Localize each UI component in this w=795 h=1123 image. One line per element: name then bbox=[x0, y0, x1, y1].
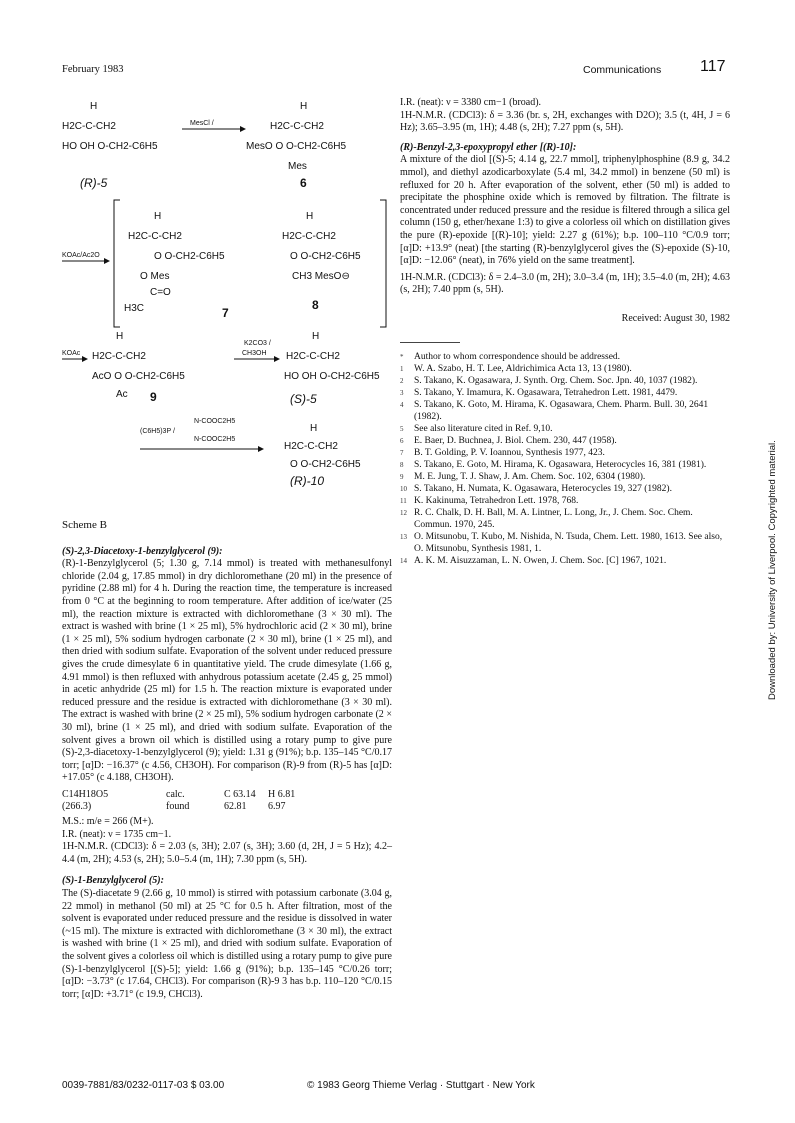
reference-item: 14 A. K. M. Aisuzzaman, L. N. Owen, J. Chem. Soc. [C] 1967, 1021. bbox=[400, 555, 667, 566]
calc-h: H 6.81 bbox=[268, 788, 296, 800]
compound-label-r5: (R)-5 bbox=[80, 176, 108, 190]
reagent-label: N-COOC2H5 bbox=[194, 418, 236, 425]
compound-label-6: 6 bbox=[300, 176, 307, 190]
scheme-text: O O-CH2-C6H5 bbox=[290, 459, 361, 470]
reference-item: 8 S. Takano, E. Goto, M. Hirama, K. Ogasawara, Heterocycles 16, 381 (1981). bbox=[400, 459, 707, 470]
scheme-text: HO OH O-CH2-C6H5 bbox=[62, 141, 158, 152]
reference-item: * Author to whom correspondence should be addressed. bbox=[400, 351, 621, 362]
scheme-text: AcO O O-CH2-C6H5 bbox=[92, 371, 185, 382]
scheme-text: H bbox=[116, 331, 124, 342]
reagent-label: CH3OH bbox=[242, 350, 267, 357]
compound-label-7: 7 bbox=[222, 306, 229, 320]
procedure-paragraph: The (S)-diacetate 9 (2.66 g, 10 mmol) is stirred with potassium carbonate (3.04 g, 22 mmol) in methanol (50 ml) at 25 °C for 0.5 h. After filtration, most of the solvent is evaporated under reduced pressure and the residue is dissolved in water (~15 ml). The mixture is extracted with dichloromethane (3 × 30 ml), the extract is washed with brine (1 × 25 ml), and dried with sodium sulfate. Evaporation of the solvent gives a colorless oil which is distilled using a rotary pump to give pure (S)-1-benzylglycerol [(S)-5]; yield: 1.66 g (91%); b.p. 135–145 °C/0.26 torr; [α]D: −3.73° (c 17.64, CHCl3). For comparison (R)-9 3 has b.p. 110–120 °C/0.15 torr; [α]D: +3.71° (c 19.9, CHCl3). bbox=[62, 888, 392, 1000]
calc-c: C 63.14 bbox=[224, 788, 256, 800]
copyright: © 1983 Georg Thieme Verlag · Stuttgart · New York bbox=[307, 1080, 535, 1091]
page-number: 117 bbox=[700, 58, 726, 75]
section-heading: (S)-1-Benzylglycerol (5): bbox=[62, 875, 164, 887]
scheme-text: MesO O O-CH2-C6H5 bbox=[246, 141, 347, 152]
received-date: Received: August 30, 1982 bbox=[621, 312, 730, 324]
scheme-text: H2C-C-CH2 bbox=[62, 121, 116, 132]
ir-data: I.R. (neat): ν = 3380 cm−1 (broad). bbox=[400, 97, 542, 108]
scheme-text: H bbox=[90, 101, 98, 112]
scheme-text: H bbox=[312, 331, 320, 342]
found-c: 62.81 bbox=[224, 801, 247, 813]
mass-spec: M.S.: m/e = 266 (M+). bbox=[62, 816, 154, 828]
reference-item: 6 E. Baer, D. Buchnea, J. Biol. Chem. 230, 447 (1958). bbox=[400, 435, 617, 446]
nmr-data: 1H-N.M.R. (CDCl3): δ = 3.36 (br. s, 2H, exchanges with D2O); 3.5 (t, 4H, J = 6 Hz); 3.65–3.95 (m, 1H); 4.48 (s, 2H); 7.27 ppm (s, 5H). bbox=[400, 109, 730, 134]
found-label: found bbox=[166, 801, 190, 813]
reference-item: 9 M. E. Jung, T. J. Shaw, J. Am. Chem. Soc. 102, 6304 (1980). bbox=[400, 471, 646, 482]
scheme-text: H2C-C-CH2 bbox=[128, 231, 182, 242]
reagent-label: (C6H5)3P / bbox=[140, 428, 175, 435]
reagent-label: N-COOC2H5 bbox=[194, 436, 236, 443]
scheme-text: H2C-C-CH2 bbox=[286, 351, 340, 362]
section-heading: (R)-Benzyl-2,3-epoxypropyl ether [(R)-10]: bbox=[400, 141, 577, 153]
nmr-data: 1H-N.M.R. (CDCl3): δ = 2.03 (s, 3H); 2.07 (s, 3H); 3.60 (d, 2H, J = 5 Hz); 4.2–4.4 (m, 2H); 4.53 (s, 2H); 5.0–5.4 (m, 1H); 7.30 ppm (s, 5H). bbox=[62, 841, 392, 865]
reaction-scheme bbox=[62, 95, 392, 487]
reference-item: 5 See also literature cited in Ref. 9,10. bbox=[400, 423, 553, 434]
reference-list bbox=[400, 351, 730, 567]
scheme-text: H bbox=[300, 101, 308, 112]
molecular-weight: (266.3) bbox=[62, 801, 92, 813]
reference-item: 10 S. Takano, H. Numata, K. Ogasawara, Heterocycles 19, 327 (1982). bbox=[400, 483, 672, 494]
procedure-paragraph: (R)-1-Benzylglycerol (5; 1.30 g, 7.14 mmol) is treated with methanesulfonyl chloride (2.04 g, 17.85 mmol) in dry dichloromethane (20 ml) in the presence of pyridine (2.88 ml) for 4 h. During the reaction time, the temperature is increased from 0 °C at the beginning to room temperature. After addition of ice/water (25 ml), the reaction mixture is extracted with dichloromethane (3 × 30 ml). The extract is washed with brine (1 × 25 ml), 5% hydrochloric acid (2 × 30 ml), brine (1 × 25 ml), 5% sodium hydrogen carbonate (2 × 30 ml), brine (1 × 25 ml), and then dried with sodium sulfate. Evaporation of the solvent under reduced pressure gives the crude dimesylate 6 in quantitative yield. The crude dimesylate (1.66 g, 4.91 mmol) is then refluxed with anhydrous potassium acetate (2.45 g, 25 mmol) in acetic anhydride (25 ml) for 1.5 h. The reaction mixture is evaporated under reduced pressure and the residue is extracted with dichloromethane (3 × 30 ml). The extract is washed with brine (2 × 25 ml), 5% sodium hydrogen carbonate (2 × 30 ml), brine (1 × 25 ml), and dried with sodium sulfate. Evaporation of the solvent gives a brown oil which is distilled using a rotary pump to give pure (S)-2,3-diacetoxy-1-benzylglycerol (9); yield: 1.31 g (91%); b.p. 135–145 °C/0.17 torr; [α]D: −16.37° (c 4.56, CH3OH). For comparison (R)-9 from (R)-5 has [α]D: +17.05° (c 4.188, CH3OH). bbox=[62, 558, 392, 784]
scheme-text: CH3 MesO⊖ bbox=[292, 271, 350, 282]
scheme-text: H bbox=[154, 211, 162, 222]
reference-item: 11 K. Kakinuma, Tetrahedron Lett. 1978, 768. bbox=[400, 495, 579, 506]
issn-code: 0039-7881/83/0232-0117-03 $ 03.00 bbox=[62, 1080, 225, 1091]
reference-item: 2 S. Takano, K. Ogasawara, J. Synth. Org. Chem. Soc. Jpn. 40, 1037 (1982). bbox=[400, 375, 698, 386]
scheme-text: H3C bbox=[124, 303, 145, 314]
reagent-label: MesCl / bbox=[190, 120, 214, 127]
reference-item: 7 B. T. Golding, P. V. Ioannou, Synthesis 1977, 423. bbox=[400, 447, 605, 458]
calc-label: calc. bbox=[166, 788, 185, 800]
reference-item: 3 S. Takano, Y. Imamura, K. Ogasawara, Tetrahedron Lett. 1981, 4479. bbox=[400, 387, 678, 398]
found-h: 6.97 bbox=[268, 801, 286, 813]
reagent-label: K2CO3 / bbox=[244, 340, 271, 347]
compound-label-r10: (R)-10 bbox=[290, 474, 325, 487]
scheme-text: Ac bbox=[116, 389, 128, 400]
scheme-caption: Scheme B bbox=[62, 519, 107, 531]
procedure-paragraph: A mixture of the diol [(S)-5; 4.14 g, 22.7 mmol], triphenylphosphine (8.9 g, 34.2 mmol), and diethyl azodicarboxylate (5.4 ml, 34.2 mmol) in benzene (50 ml) is refluxed for 20 h. After evaporation of the solvent, ether (50 ml) is added to precipitate the phosphine oxide which is removed by filtration. The filtrate is concentrated under reduced pressure and the residue is filtered through a silica gel column (150 g, ether/hexane 1:3) to give a colorless oil which on distillation gives the pure (R)-epoxide [(R)-10]; yield: 2.27 g (61%); b.p. 100–110 °C/0.9 torr; [α]D: +13.9° (neat) [the starting (R)-benzylglycerol gives the (S)-epoxide (S)-10, [α]D: −12.06° (neat), in 76% yield on the same treatment]. bbox=[400, 154, 730, 267]
section-heading: (S)-2,3-Diacetoxy-1-benzylglycerol (9): bbox=[62, 545, 223, 557]
scheme-text: O O-CH2-C6H5 bbox=[154, 251, 225, 262]
ir-data: I.R. (neat): ν = 1735 cm−1. bbox=[62, 828, 172, 840]
running-date: February 1983 bbox=[62, 64, 124, 75]
elemental-analysis bbox=[62, 789, 392, 814]
reagent-label: KOAc bbox=[62, 350, 81, 357]
scheme-text: C=O bbox=[150, 287, 171, 298]
reference-item: 13 O. Mitsunobu, T. Kubo, M. Nishida, N. Tsuda, Chem. Lett. 1980, 1613. See also, O. Mitsunobu, Synthesis 1981, 1. bbox=[400, 531, 723, 554]
scheme-text: H bbox=[306, 211, 314, 222]
nmr-data: 1H-N.M.R. (CDCl3): δ = 2.4–3.0 (m, 2H); 3.0–3.4 (m, 1H); 3.5–4.0 (m, 2H); 4.63 (s, 2H); 7.40 ppm (s, 5H). bbox=[400, 271, 730, 296]
compound-label-8: 8 bbox=[312, 298, 319, 312]
compound-label-s5: (S)-5 bbox=[290, 392, 317, 406]
section-title: Communications bbox=[583, 64, 662, 76]
reference-item: 4 S. Takano, K. Goto, M. Hirama, K. Ogasawara, Chem. Pharm. Bull. 30, 2641 (1982). bbox=[400, 399, 709, 422]
reference-item: 12 R. C. Chalk, D. H. Ball, M. A. Lintner, L. Long, Jr., J. Chem. Soc. Chem. Commun. 1970, 245. bbox=[400, 507, 693, 530]
formula: C14H18O5 bbox=[62, 788, 109, 800]
scheme-text: O Mes bbox=[140, 271, 170, 282]
reference-item: 1 W. A. Szabo, H. T. Lee, Aldrichimica Acta 13, 13 (1980). bbox=[400, 363, 632, 374]
scheme-text: H2C-C-CH2 bbox=[284, 441, 338, 452]
scheme-text: H bbox=[310, 423, 318, 434]
scheme-text: O O-CH2-C6H5 bbox=[290, 251, 361, 262]
divider bbox=[400, 342, 460, 343]
compound-label-9: 9 bbox=[150, 390, 157, 404]
scheme-text: HO OH O-CH2-C6H5 bbox=[284, 371, 380, 382]
scheme-text: H2C-C-CH2 bbox=[270, 121, 324, 132]
reagent-label: KOAc/Ac2O bbox=[62, 252, 100, 259]
download-watermark: Downloaded by: University of Liverpool. Copyrighted material. bbox=[767, 440, 778, 700]
scheme-text: Mes bbox=[288, 161, 307, 172]
scheme-text: H2C-C-CH2 bbox=[282, 231, 336, 242]
scheme-text: H2C-C-CH2 bbox=[92, 351, 146, 362]
